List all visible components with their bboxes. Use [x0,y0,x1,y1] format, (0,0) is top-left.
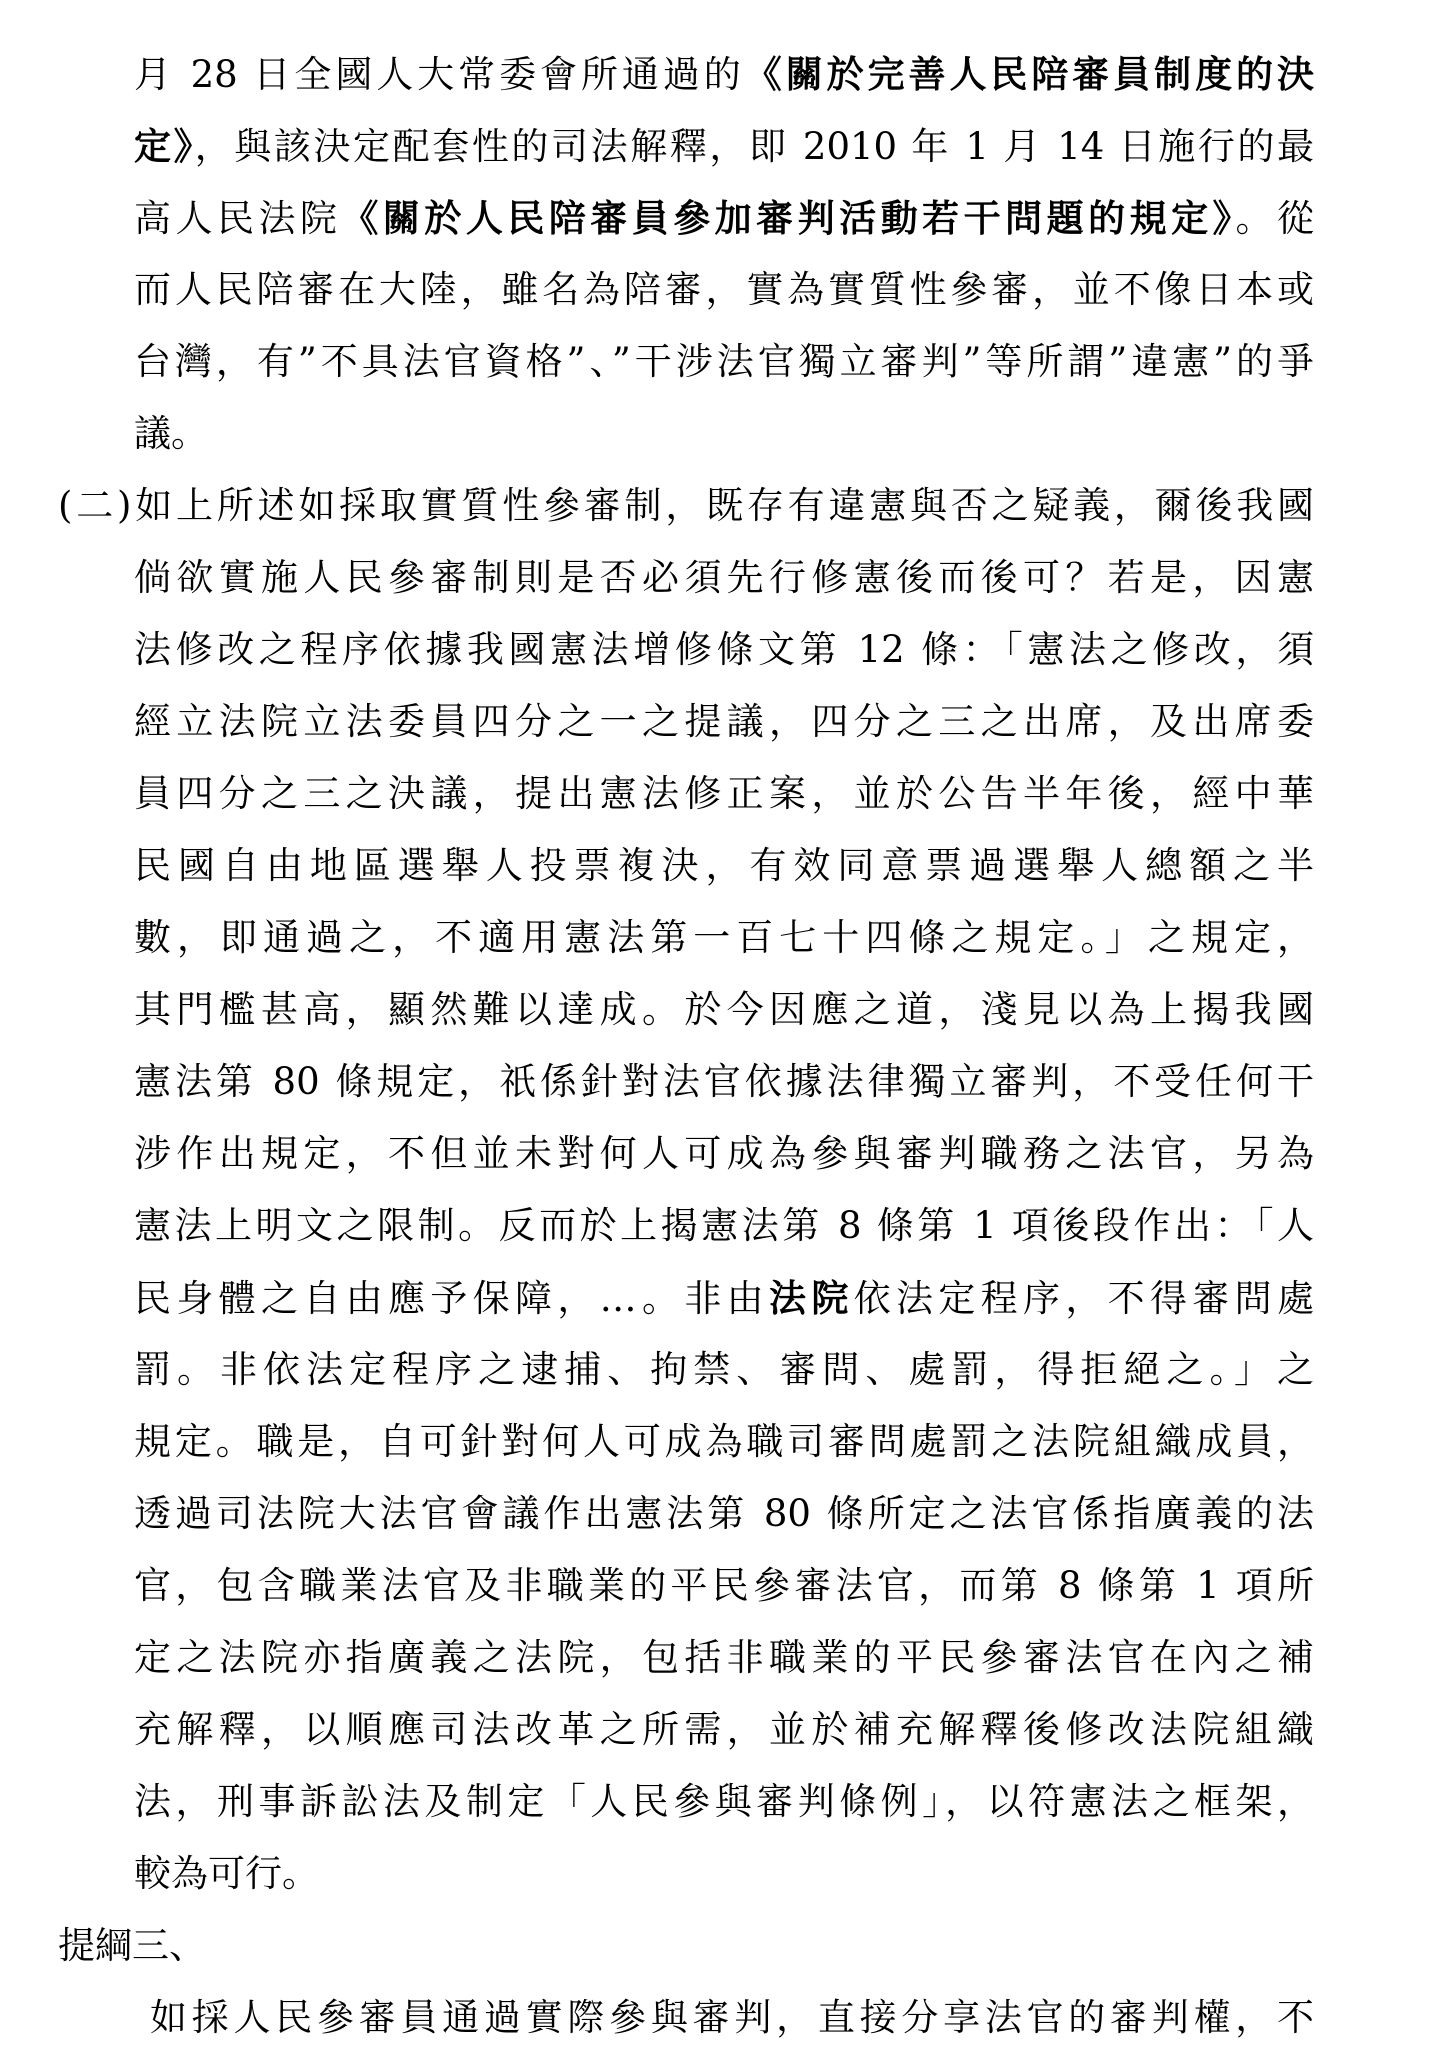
text-line [134,1492,1314,1536]
text-line [134,1276,1314,1321]
text-span: 憲法上明文之限制。反而於上揭憲法第 8 條第 1 項後段作出：「人 [134,1204,1314,1247]
text-span: 。從 [1235,197,1315,240]
text-span: 法修改之程序依據我國憲法增修條文第 12 條：「憲法之修改，須 [134,628,1314,671]
outline-heading [58,1924,458,1968]
text-span: 較為可行。 [134,1852,319,1895]
text-span: 月 28 日全國人大常委會所通過的 [134,53,745,96]
text-line [134,1348,1314,1392]
text-line [150,1996,1314,2040]
text-line [134,1132,1314,1176]
text-line [134,628,1314,672]
text-span: 經立法院立法委員四分之一之提議，四分之三之出席，及出席委 [134,700,1314,743]
text-line [134,340,1314,384]
text-line [134,1852,1314,1896]
text-span: 提綱三、 [58,1924,206,1967]
text-line [134,1204,1314,1248]
text-line [134,196,1314,241]
text-line [134,772,1314,816]
text-line [134,268,1314,312]
text-span: 數，即通過之，不適用憲法第一百七十四條之規定。」之規定， [134,916,1314,959]
text-span: 而人民陪審在大陸，雖名為陪審，實為實質性參審，並不像日本或 [134,268,1314,311]
text-span: 法，刑事訴訟法及制定「人民參與審判條例」，以符憲法之框架， [134,1780,1314,1823]
text-line [134,1708,1314,1752]
text-line [134,700,1314,744]
text-span: 憲法第 80 條規定，祇係針對法官依據法律獨立審判，不受任何干 [134,1060,1314,1103]
text-line [134,412,1314,456]
text-span: 倘欲實施人民參審制則是否必須先行修憲後而後可？若是，因憲 [134,556,1314,599]
text-span: 官，包含職業法官及非職業的平民參審法官，而第 8 條第 1 項所 [134,1564,1314,1607]
bold-title-span: 《關於完善人民陪審員制度的決 [744,52,1315,96]
text-span: 高人民法院 [134,197,342,240]
text-span: 透過司法院大法官會議作出憲法第 80 條所定之法官係指廣義的法 [134,1492,1314,1535]
text-line [134,1780,1314,1824]
bold-title-span: 《關於人民陪審員參加審判活動若干問題的規定》 [341,196,1236,240]
text-span: 充解釋，以順應司法改革之所需，並於補充解釋後修改法院組織 [134,1708,1314,1751]
text-line [134,1420,1314,1464]
text-line [134,1060,1314,1104]
text-span: 民國自由地區選舉人投票複決，有效同意票過選舉人總額之半 [134,844,1314,887]
text-line [134,1636,1314,1680]
text-line [134,52,1314,97]
text-span: 依法定程序，不得審問處 [853,1277,1315,1320]
text-span: 民身體之自由應予保障，…。非由 [134,1277,769,1320]
text-span: 其門檻甚高，顯然難以達成。於今因應之道，淺見以為上揭我國 [134,988,1314,1031]
text-span: 員四分之三之決議，提出憲法修正案，並於公告半年後，經中華 [134,772,1314,815]
text-span: 議。 [134,412,208,455]
section-item-line [58,484,1314,528]
text-line [134,556,1314,600]
text-span: ，與該決定配套性的司法解釋，即 2010 年 1 月 14 日施行的最 [194,125,1314,168]
text-span: 涉作出規定，不但並未對何人可成為參與審判職務之法官，另為 [134,1132,1314,1175]
text-span: 罰。非依法定程序之逮捕、拘禁、審問、處罰，得拒絕之。」之 [134,1348,1314,1391]
text-span: 規定。職是，自可針對何人可成為職司審問處罰之法院組織成員， [134,1420,1314,1463]
bold-title-span: 定》 [134,124,195,168]
text-line [134,988,1314,1032]
text-line [134,916,1314,960]
text-line [134,124,1314,169]
text-span: 台灣，有”不具法官資格”、”干涉法官獨立審判”等所謂”違憲”的爭 [134,340,1314,383]
text-line [134,844,1314,888]
text-span: 如採人民參審員通過實際參與審判，直接分享法官的審判權，不 [150,1996,1314,2039]
bold-term-span: 法院 [769,1276,854,1320]
text-line [134,1564,1314,1608]
text-span: 定之法院亦指廣義之法院，包括非職業的平民參審法官在內之補 [134,1636,1314,1679]
text-span: (二)如上所述如採取實質性參審制，既存有違憲與否之疑義，爾後我國 [58,484,1314,527]
